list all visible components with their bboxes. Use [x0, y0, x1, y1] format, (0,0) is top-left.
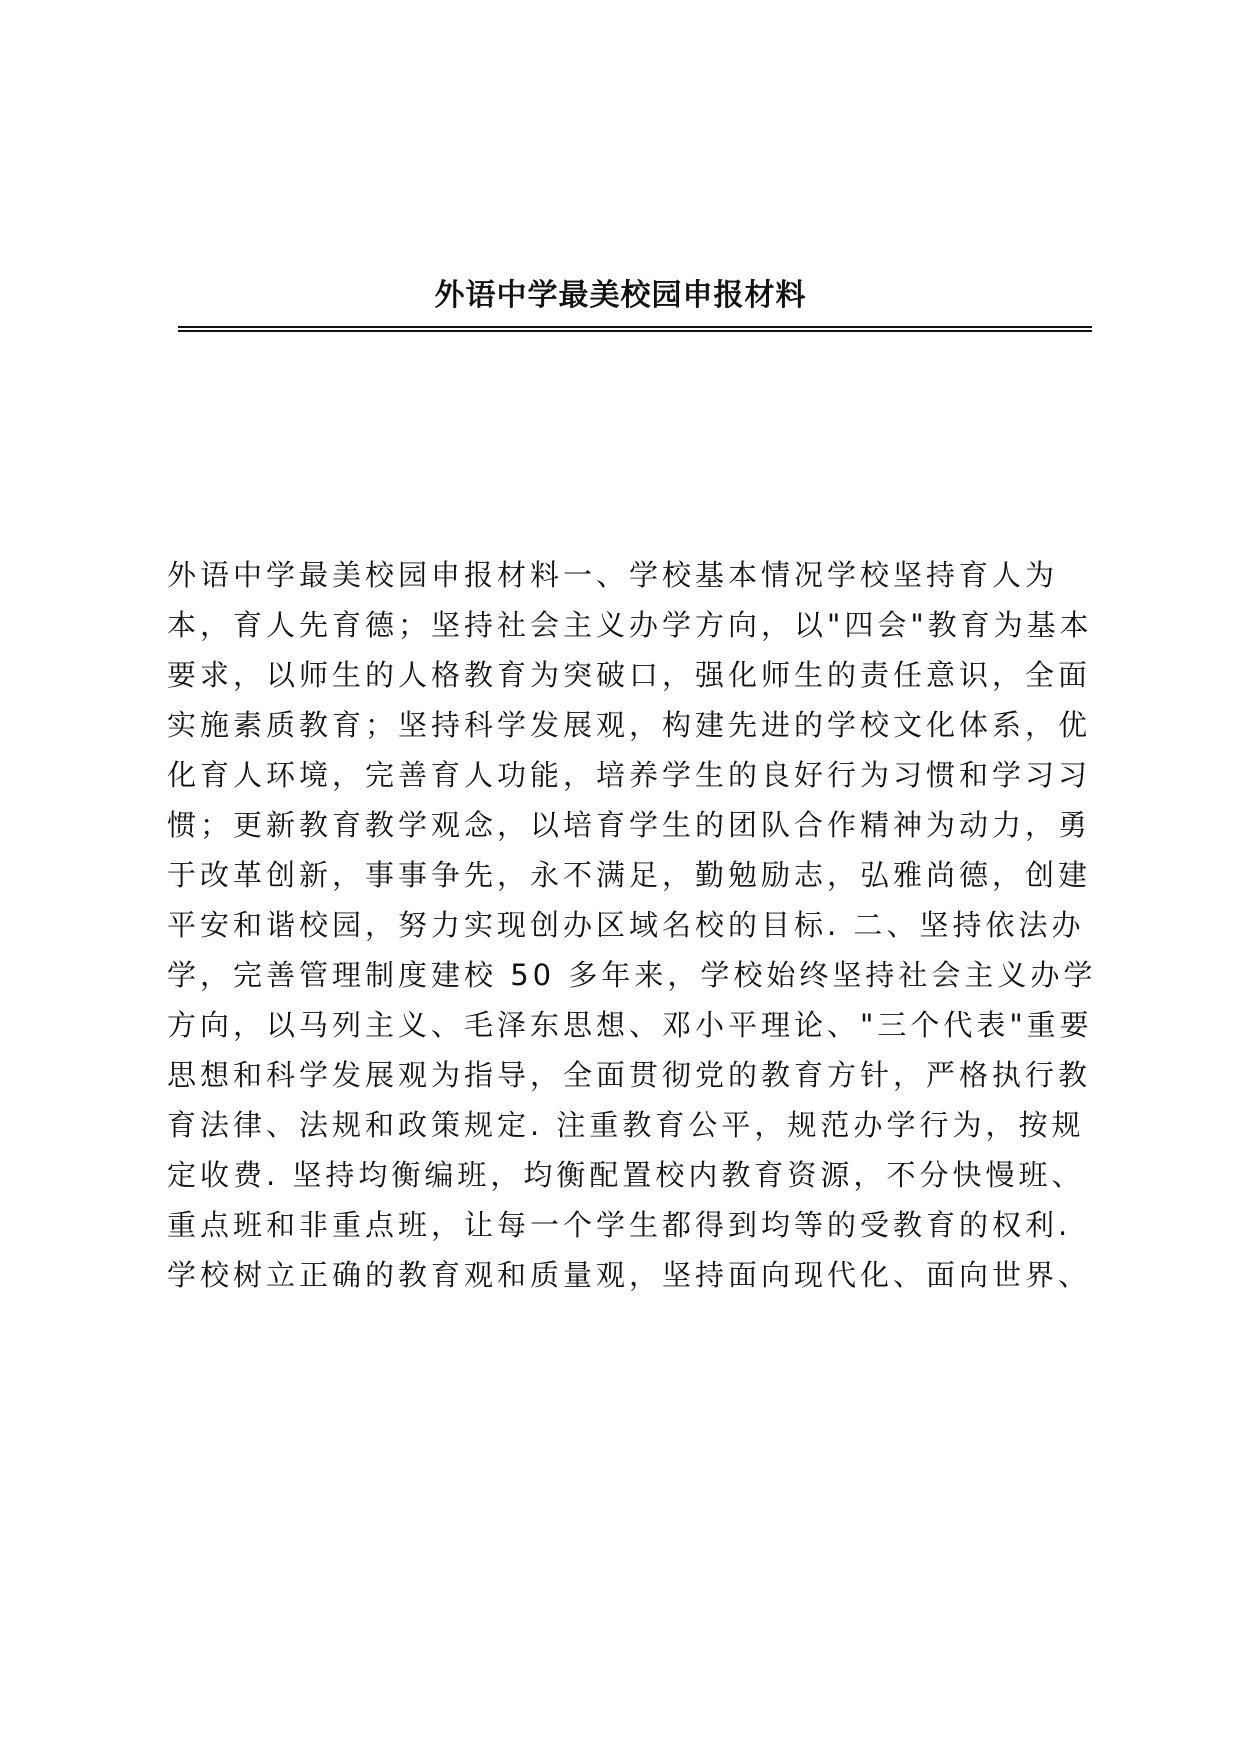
body-line: 定收费. 坚持均衡编班，均衡配置校内教育资源，不分快慢班、 — [167, 1158, 1085, 1192]
body-line: 平安和谐校园，努力实现创办区域名校的目标. 二、坚持依法办 — [167, 908, 1085, 942]
body-line: 思想和科学发展观为指导，全面贯彻党的教育方针，严格执行教 — [167, 1058, 1092, 1092]
title-double-rule — [178, 326, 1092, 332]
body-text — [167, 550, 1097, 1300]
body-line: 育法律、法规和政策规定. 注重教育公平，规范办学行为，按规 — [167, 1108, 1085, 1142]
body-line: 本，育人先育德；坚持社会主义办学方向，以"四会"教育为基本 — [167, 608, 1093, 642]
body-line: 要求，以师生的人格教育为突破口，强化师生的责任意识，全面 — [167, 658, 1092, 692]
body-line: 实施素质教育；坚持科学发展观，构建先进的学校文化体系，优 — [167, 708, 1092, 742]
body-line: 学校树立正确的教育观和质量观，坚持面向现代化、面向世界、 — [167, 1258, 1092, 1292]
body-line: 方向，以马列主义、毛泽东思想、邓小平理论、"三个代表"重要 — [167, 1008, 1093, 1042]
body-line: 惯；更新教育教学观念，以培育学生的团队合作精神为动力，勇 — [167, 808, 1092, 842]
body-line: 学，完善管理制度建校 50 多年来，学校始终坚持社会主义办学 — [167, 958, 1097, 992]
body-line: 化育人环境，完善育人功能，培养学生的良好行为习惯和学习习 — [167, 758, 1092, 792]
body-line: 于改革创新，事事争先，永不满足，勤勉励志，弘雅尚德，创建 — [167, 858, 1092, 892]
page-title: 外语中学最美校园申报材料 — [434, 278, 807, 314]
body-line: 重点班和非重点班，让每一个学生都得到均等的受教育的权利. — [167, 1208, 1072, 1242]
body-line: 外语中学最美校园申报材料一、学校基本情况学校坚持育人为 — [167, 558, 1059, 592]
